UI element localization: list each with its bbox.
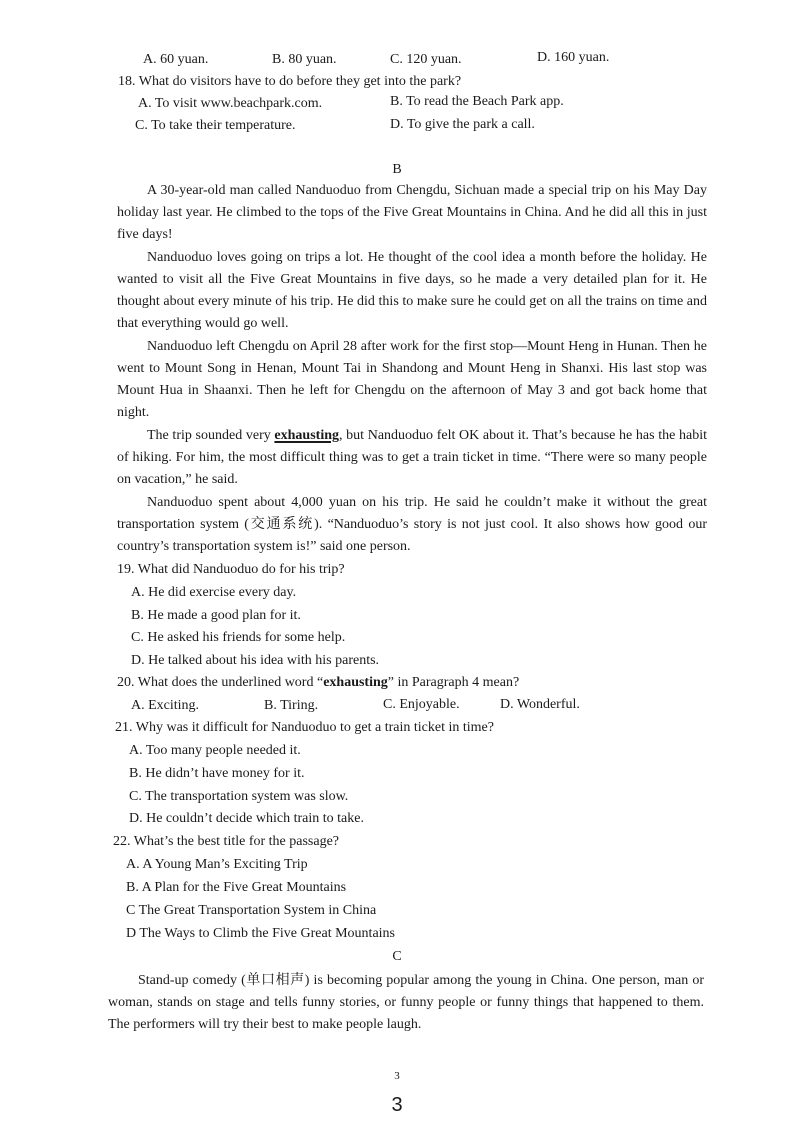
section-b-paragraph-3: Nanduoduo left Chengdu on April 28 after work for the first stop—Mount Heng in Hunan. Then he went to Mount Song in Henan, Mount Tai in Shandong and Mount Heng in Shanxi. His last stop was Mount Hua in Shaanxi. Then he left for Chengdu on the afternoon of May 3 and got back home that night. [117,339,707,420]
q17-option-d: D. 160 yuan. [537,50,610,65]
q18-stem: 18. What do visitors have to do before they get into the park? [118,74,462,89]
q20-option-b: B. Tiring. [264,698,319,713]
q21-stem: 21. Why was it difficult for Nanduoduo to get a train ticket in time? [115,720,494,735]
q17-option-b: B. 80 yuan. [272,52,337,67]
q20-stem-before: 20. What does the underlined word “ [117,675,324,690]
q22-option-a: A. A Young Man’s Exciting Trip [126,857,308,872]
q22-option-d: D The Ways to Climb the Five Great Mountains [126,926,395,941]
underlined-word-exhausting: exhausting [274,428,339,443]
section-b-paragraph-4 [117,425,707,491]
section-b-paragraph-5: Nanduoduo spent about 4,000 yuan on his trip. He said he couldn’t make it without the great transportation system (交通系统). “Nanduoduo’s story is not just cool. It also shows how good our country’s transportation system is!” said one person. [117,495,707,554]
q20-option-d: D. Wonderful. [500,697,580,712]
q19-stem: 19. What did Nanduoduo do for his trip? [117,562,345,577]
q18-option-b: B. To read the Beach Park app. [390,94,564,109]
section-b-paragraph-2: Nanduoduo loves going on trips a lot. He thought of the cool idea a month before the holiday. He wanted to visit all the Five Great Mountains in five days, so he made a very detailed plan for it. He thought about every minute of his trip. He did this to make sure he could get on all the trains on time and that everything would go well. [117,250,707,331]
q21-option-c: C. The transportation system was slow. [129,789,349,804]
paragraph-4-text-before: The trip sounded very [147,428,275,443]
page-number-small: 3 [394,1070,400,1082]
q20-option-c: C. Enjoyable. [383,697,460,712]
q20-stem-after: ” in Paragraph 4 mean? [387,675,520,690]
q19-option-b: B. He made a good plan for it. [131,608,301,623]
q19-option-d: D. He talked about his idea with his parents. [131,653,380,668]
q19-option-a: A. He did exercise every day. [131,585,297,600]
q18-option-c: C. To take their temperature. [135,118,296,133]
q18-option-a: A. To visit www.beachpark.com. [138,96,323,111]
section-b-paragraph-1: A 30-year-old man called Nanduoduo from Chengdu, Sichuan made a special trip on his May Day holiday last year. He climbed to the tops of the Five Great Mountains in China. And he did all this in just five days! [117,183,707,242]
section-c-heading: C [392,949,402,964]
q20-stem [117,672,519,694]
q21-option-d: D. He couldn’t decide which train to take. [129,811,364,826]
q22-option-b: B. A Plan for the Five Great Mountains [126,880,347,895]
q19-option-c: C. He asked his friends for some help. [131,630,346,645]
page-number-large: 3 [391,1094,403,1116]
q20-stem-word: exhausting [323,675,388,690]
section-b-heading: B [392,162,402,177]
q22-option-c: C The Great Transportation System in China [126,903,377,918]
q17-option-a: A. 60 yuan. [143,52,209,67]
paragraph-4-text-after: , but Nanduoduo felt OK about it. That’s because he has the habit of hiking. For him, the most difficult thing was to get a train ticket in time. “There were so many people on vacation,” he said. [117,428,707,487]
section-c-paragraph-1: Stand-up comedy (单口相声) is becoming popular among the young in China. One person, man or woman, stands on stage and tells funny stories, or funny people or funny things that happened to them. The performers will try their best to make people laugh. [108,973,704,1032]
q17-option-c: C. 120 yuan. [390,52,462,67]
q21-option-b: B. He didn’t have money for it. [129,766,305,781]
q22-stem: 22. What’s the best title for the passage? [113,834,340,849]
q21-option-a: A. Too many people needed it. [129,743,301,758]
q20-option-a: A. Exciting. [131,698,200,713]
q18-option-d: D. To give the park a call. [390,117,535,132]
